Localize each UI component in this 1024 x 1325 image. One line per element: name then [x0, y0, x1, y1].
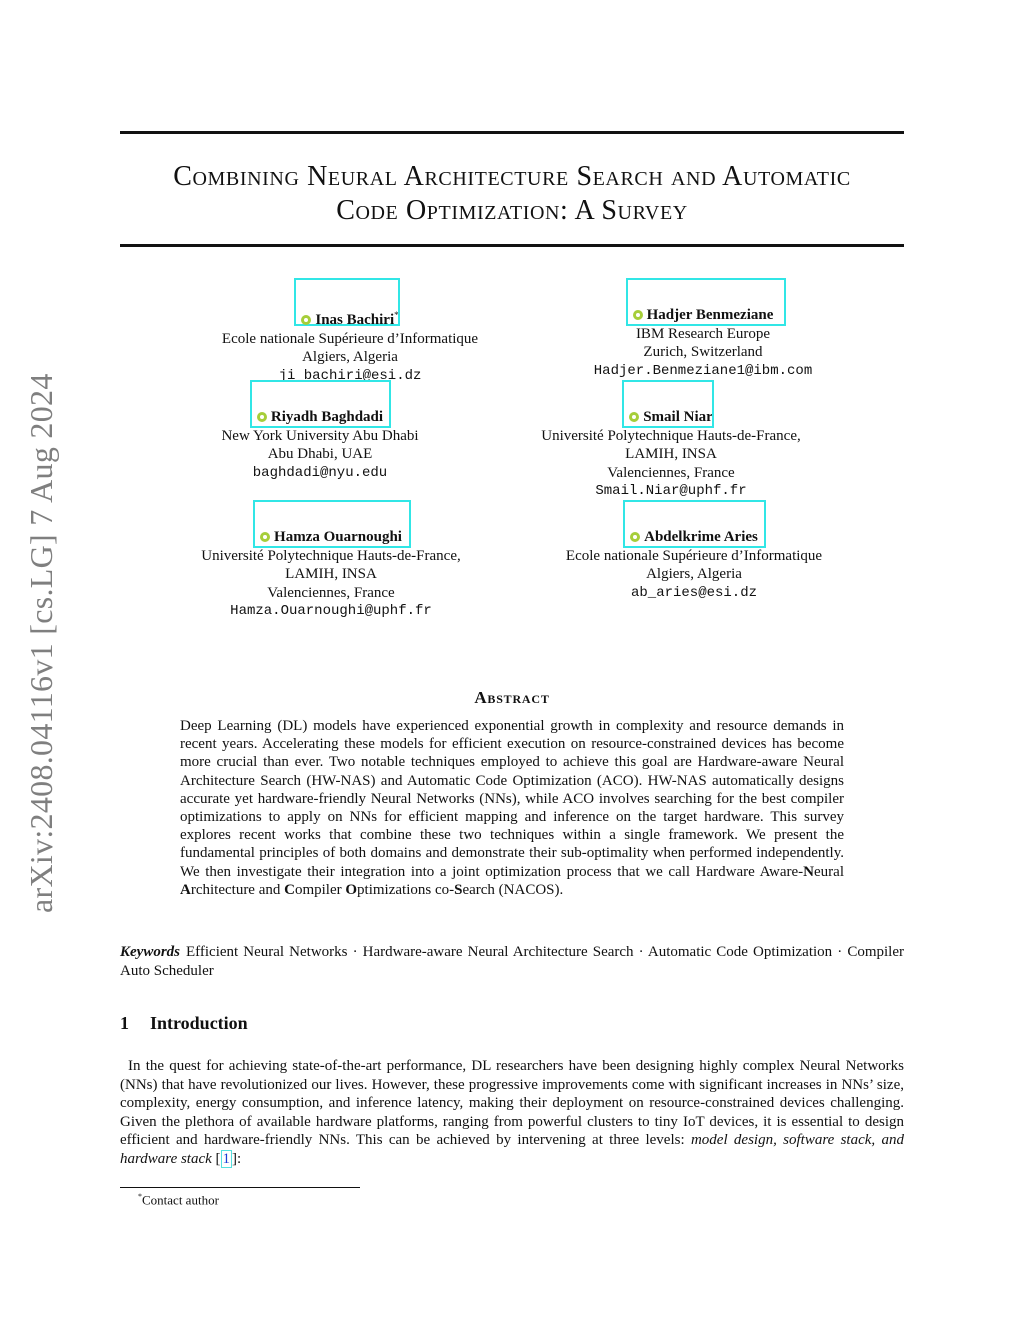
abstract-text — [180, 717, 844, 899]
acronym-letter: A — [180, 881, 191, 898]
author-email[interactable]: Hamza.Ouarnoughi@uphf.fr — [230, 603, 432, 619]
author-name-link[interactable] — [629, 408, 713, 427]
author-affiliation-line: Abu Dhabi, UAE — [267, 446, 373, 462]
footnote-marker: * — [138, 1192, 142, 1201]
keywords-list: Efficient Neural Networks · Hardware-aware Neural Architecture Search · Automatic Code Optimization · Compiler Auto Scheduler — [120, 944, 904, 979]
author-affiliation-line: Ecole nationale Supérieure d’Informatique — [565, 547, 823, 564]
author-affiliation-line: Algiers, Algeria — [302, 349, 398, 365]
paper-title — [120, 160, 904, 228]
author-name: Smail Niar — [643, 409, 713, 425]
orcid-icon[interactable] — [260, 532, 270, 542]
author-name-link[interactable] — [301, 306, 398, 330]
paper-title-line-2: Code Optimization: A Survey — [336, 195, 688, 226]
author-name-link[interactable] — [257, 408, 383, 427]
author-block — [504, 528, 884, 602]
section-title: Introduction — [150, 1013, 248, 1033]
keywords — [120, 943, 904, 980]
acronym-letter: C — [284, 881, 295, 898]
author-name: Inas Bachiri — [315, 312, 395, 328]
author-block — [130, 408, 510, 482]
author-affiliation-line: Ecole nationale Supérieure d’Informatique — [221, 330, 479, 347]
contact-author-marker: * — [394, 310, 399, 320]
author-email[interactable]: Hadjer.Benmeziane1@ibm.com — [593, 362, 813, 379]
author-affiliation-line: Université Polytechnique Hauts-de-France, — [541, 427, 801, 444]
footnote-rule — [120, 1187, 360, 1188]
section-number: 1 — [120, 1013, 129, 1033]
orcid-icon[interactable] — [633, 310, 643, 320]
abstract-body: Deep Learning (DL) models have experienced exponential growth in complexity and resource demands in recent years. Accelerating these models for efficient execution on resource-constrained devices has become more crucial than ever. Two notable techniques employed to achieve this goal are Hardware-aware Neural Architecture Search (HW-NAS) and Automatic Code Optimization (ACO). HW-NAS automatically designs accurate yet hardware-friendly Neural Networks (NNs), while ACO involves searching for the best compiler optimizations to apply on NNs for efficient mapping and inference on the target hardware. This survey explores recent works that combine these two techniques within a single framework. We present the fundamental principles of both domains and demonstrate their sub-optimality when performed independently. We then investigate their integration into a joint optimization process that we call Hardware Aware- — [180, 718, 844, 880]
author-affiliation-line: LAMIH, INSA — [625, 446, 717, 462]
author-affiliation-line: Valenciennes, France — [607, 464, 735, 481]
author-block — [160, 306, 540, 385]
abstract-segment: eural — [814, 863, 844, 880]
intro-text: In the quest for achieving state-of-the-art performance, DL researchers have been designing highly complex Neural Networks (NNs) that have revolutionized our lives. However, these progressive improvements come with significant increases in NNs’ size, complexity, energy consumption, and inference latency, making their deployment on resource-constrained devices challenging. Given the plethora of available hardware platforms, ranging from powerful clusters to tiny IoT devices, it is essential to design efficient and hardware-friendly NNs. This can be achieved by intervening at three levels: — [120, 1058, 904, 1149]
author-block — [481, 408, 861, 501]
author-name: Hadjer Benmeziane — [646, 307, 774, 323]
title-bottom-rule — [120, 244, 904, 247]
abstract-heading: Abstract — [474, 688, 550, 707]
orcid-icon[interactable] — [630, 532, 640, 542]
author-affiliation-line: Valenciennes, France — [267, 584, 395, 601]
author-affiliation-line: New York University Abu Dhabi — [221, 427, 419, 444]
keywords-label: Keywords — [120, 944, 180, 960]
author-email[interactable]: baghdadi@nyu.edu — [252, 464, 388, 481]
orcid-icon[interactable] — [257, 412, 267, 422]
introduction-paragraph: In the quest for achieving state-of-the-art performance, DL researchers have been designing highly complex Neural Networks (NNs) that have revolutionized our lives. However, these progressive improvements come with significant increases in NNs’ size, complexity, energy consumption, and inference latency, making their deployment on resource-constrained devices challenging. Given the plethora of available hardware platforms, ranging from powerful clusters to tiny IoT devices, it is essential to design efficient and hardware-friendly NNs. This can be achieved by intervening at three levels: model design, software stack, and hardware stack [ 1 ]: — [120, 1058, 904, 1167]
arxiv-identifier-stamp: arXiv:2408.04116v1 [cs.LG] 7 Aug 2024 — [23, 373, 59, 914]
author-block — [513, 306, 893, 380]
author-affiliation-line: Algiers, Algeria — [646, 566, 742, 582]
section-heading — [120, 1013, 248, 1034]
orcid-icon[interactable] — [629, 412, 639, 422]
citation-link[interactable]: 1 — [222, 1150, 231, 1167]
footnote-text: Contact author — [142, 1192, 219, 1208]
abstract-segment: ptimizations co- — [357, 881, 455, 898]
footnote — [138, 1192, 219, 1208]
title-top-rule — [120, 131, 904, 134]
author-email[interactable]: ji_bachiri@esi.dz — [278, 367, 422, 384]
author-email[interactable]: Smail.Niar@uphf.fr — [595, 483, 747, 499]
orcid-icon[interactable] — [301, 315, 311, 325]
intro-emphasis: model design, software stack, and hardware stack — [120, 1132, 904, 1167]
acronym-letter: O — [345, 881, 358, 898]
author-block — [141, 528, 521, 621]
author-name-link[interactable] — [630, 528, 758, 547]
author-affiliation-line: Université Polytechnique Hauts-de-France, — [201, 547, 461, 564]
paper-title-line-1: Combining Neural Architecture Search and Automatic — [173, 161, 851, 192]
abstract-segment: earch (NACOS). — [462, 881, 564, 898]
author-name: Abdelkrime Aries — [644, 529, 758, 545]
abstract-segment: rchitecture and — [190, 881, 285, 898]
author-affiliation-line: LAMIH, INSA — [285, 566, 377, 582]
author-email[interactable]: ab_aries@esi.dz — [630, 584, 758, 601]
author-name: Hamza Ouarnoughi — [274, 529, 402, 545]
author-affiliation-line: Zurich, Switzerland — [643, 344, 763, 360]
author-affiliation-line: IBM Research Europe — [635, 325, 771, 342]
author-name-link[interactable] — [260, 528, 402, 547]
author-name-link[interactable] — [633, 306, 774, 325]
author-name: Riyadh Baghdadi — [270, 409, 384, 425]
acronym-letter: N — [803, 863, 815, 880]
intro-tail: : — [237, 1150, 242, 1167]
acronym-letter: S — [454, 881, 463, 898]
abstract-segment: ompiler — [294, 881, 346, 898]
